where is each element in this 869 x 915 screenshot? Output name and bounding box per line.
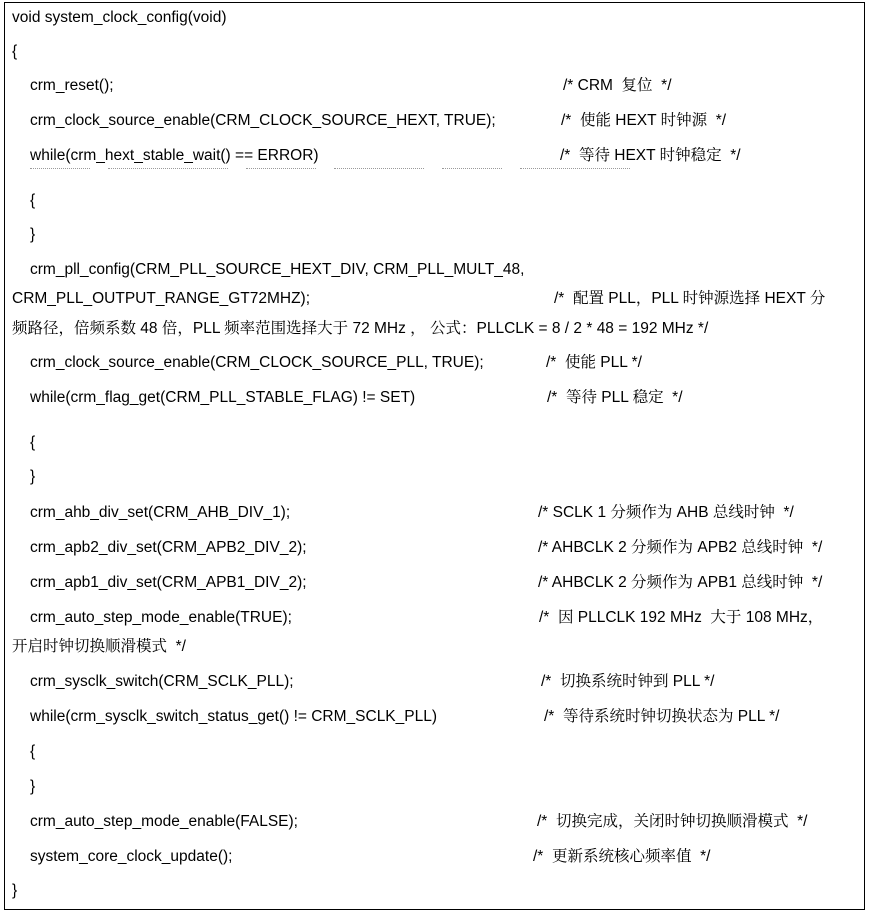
code-line: crm_ahb_div_set(CRM_AHB_DIV_1); [30, 504, 291, 521]
code-line: { [30, 434, 36, 451]
code-comment: /* 切换系统时钟到 PLL */ [541, 673, 715, 690]
code-line: 开启时钟切换顺滑模式 */ [12, 638, 186, 655]
code-line: crm_clock_source_enable(CRM_CLOCK_SOURCE_PLL, TRUE); [30, 354, 484, 371]
code-line: crm_pll_config(CRM_PLL_SOURCE_HEXT_DIV, CRM_PLL_MULT_48, [30, 261, 525, 278]
code-comment: /* SCLK 1 分频作为 AHB 总线时钟 */ [538, 504, 794, 521]
code-line: crm_clock_source_enable(CRM_CLOCK_SOURCE_HEXT, TRUE); [30, 112, 496, 129]
code-comment: /* 等待系统时钟切换状态为 PLL */ [544, 708, 780, 725]
code-comment: /* 使能 HEXT 时钟源 */ [561, 112, 727, 129]
code-comment: /* 更新系统核心频率值 */ [533, 848, 711, 865]
code-comment: /* 配置 PLL，PLL 时钟源选择 HEXT 分 [554, 290, 826, 307]
code-line: while(crm_sysclk_switch_status_get() != CRM_SCLK_PLL) [30, 708, 438, 725]
code-line: } [30, 468, 36, 485]
code-line: } [30, 226, 36, 243]
code-comment: /* AHBCLK 2 分频作为 APB2 总线时钟 */ [538, 539, 823, 556]
code-line: system_core_clock_update(); [30, 848, 233, 865]
code-line: { [12, 43, 18, 60]
code-line: crm_apb2_div_set(CRM_APB2_DIV_2); [30, 539, 307, 556]
code-line: CRM_PLL_OUTPUT_RANGE_GT72MHZ); [12, 290, 311, 307]
code-comment: /* 等待 HEXT 时钟稳定 */ [560, 147, 741, 164]
code-comment: /* 使能 PLL */ [546, 354, 642, 371]
code-line: crm_apb1_div_set(CRM_APB1_DIV_2); [30, 574, 307, 591]
code-listing-frame [4, 2, 865, 910]
code-line: void system_clock_config(void) [12, 9, 227, 26]
code-line: { [30, 743, 36, 760]
code-comment: /* 因 PLLCLK 192 MHz 大于 108 MHz， [539, 609, 824, 626]
overlap-artifact [30, 168, 750, 172]
code-line: { [30, 192, 36, 209]
code-line: crm_auto_step_mode_enable(FALSE); [30, 813, 298, 830]
code-comment: /* AHBCLK 2 分频作为 APB1 总线时钟 */ [538, 574, 823, 591]
code-comment: /* 等待 PLL 稳定 */ [547, 389, 683, 406]
code-line: } [30, 778, 36, 795]
code-line: crm_sysclk_switch(CRM_SCLK_PLL); [30, 673, 294, 690]
code-line: while(crm_flag_get(CRM_PLL_STABLE_FLAG) != SET) [30, 389, 416, 406]
code-line: crm_auto_step_mode_enable(TRUE); [30, 609, 292, 626]
code-line: 频路径，倍频系数 48 倍，PLL 频率范围选择大于 72 MHz ， 公式：PLLCLK = 8 / 2 * 48 = 192 MHz */ [12, 320, 709, 337]
code-comment: /* 切换完成，关闭时钟切换顺滑模式 */ [537, 813, 808, 830]
code-line: while(crm_hext_stable_wait() == ERROR) [30, 147, 319, 164]
code-comment: /* CRM 复位 */ [563, 77, 672, 94]
code-line: } [12, 882, 18, 899]
code-line: crm_reset(); [30, 77, 114, 94]
